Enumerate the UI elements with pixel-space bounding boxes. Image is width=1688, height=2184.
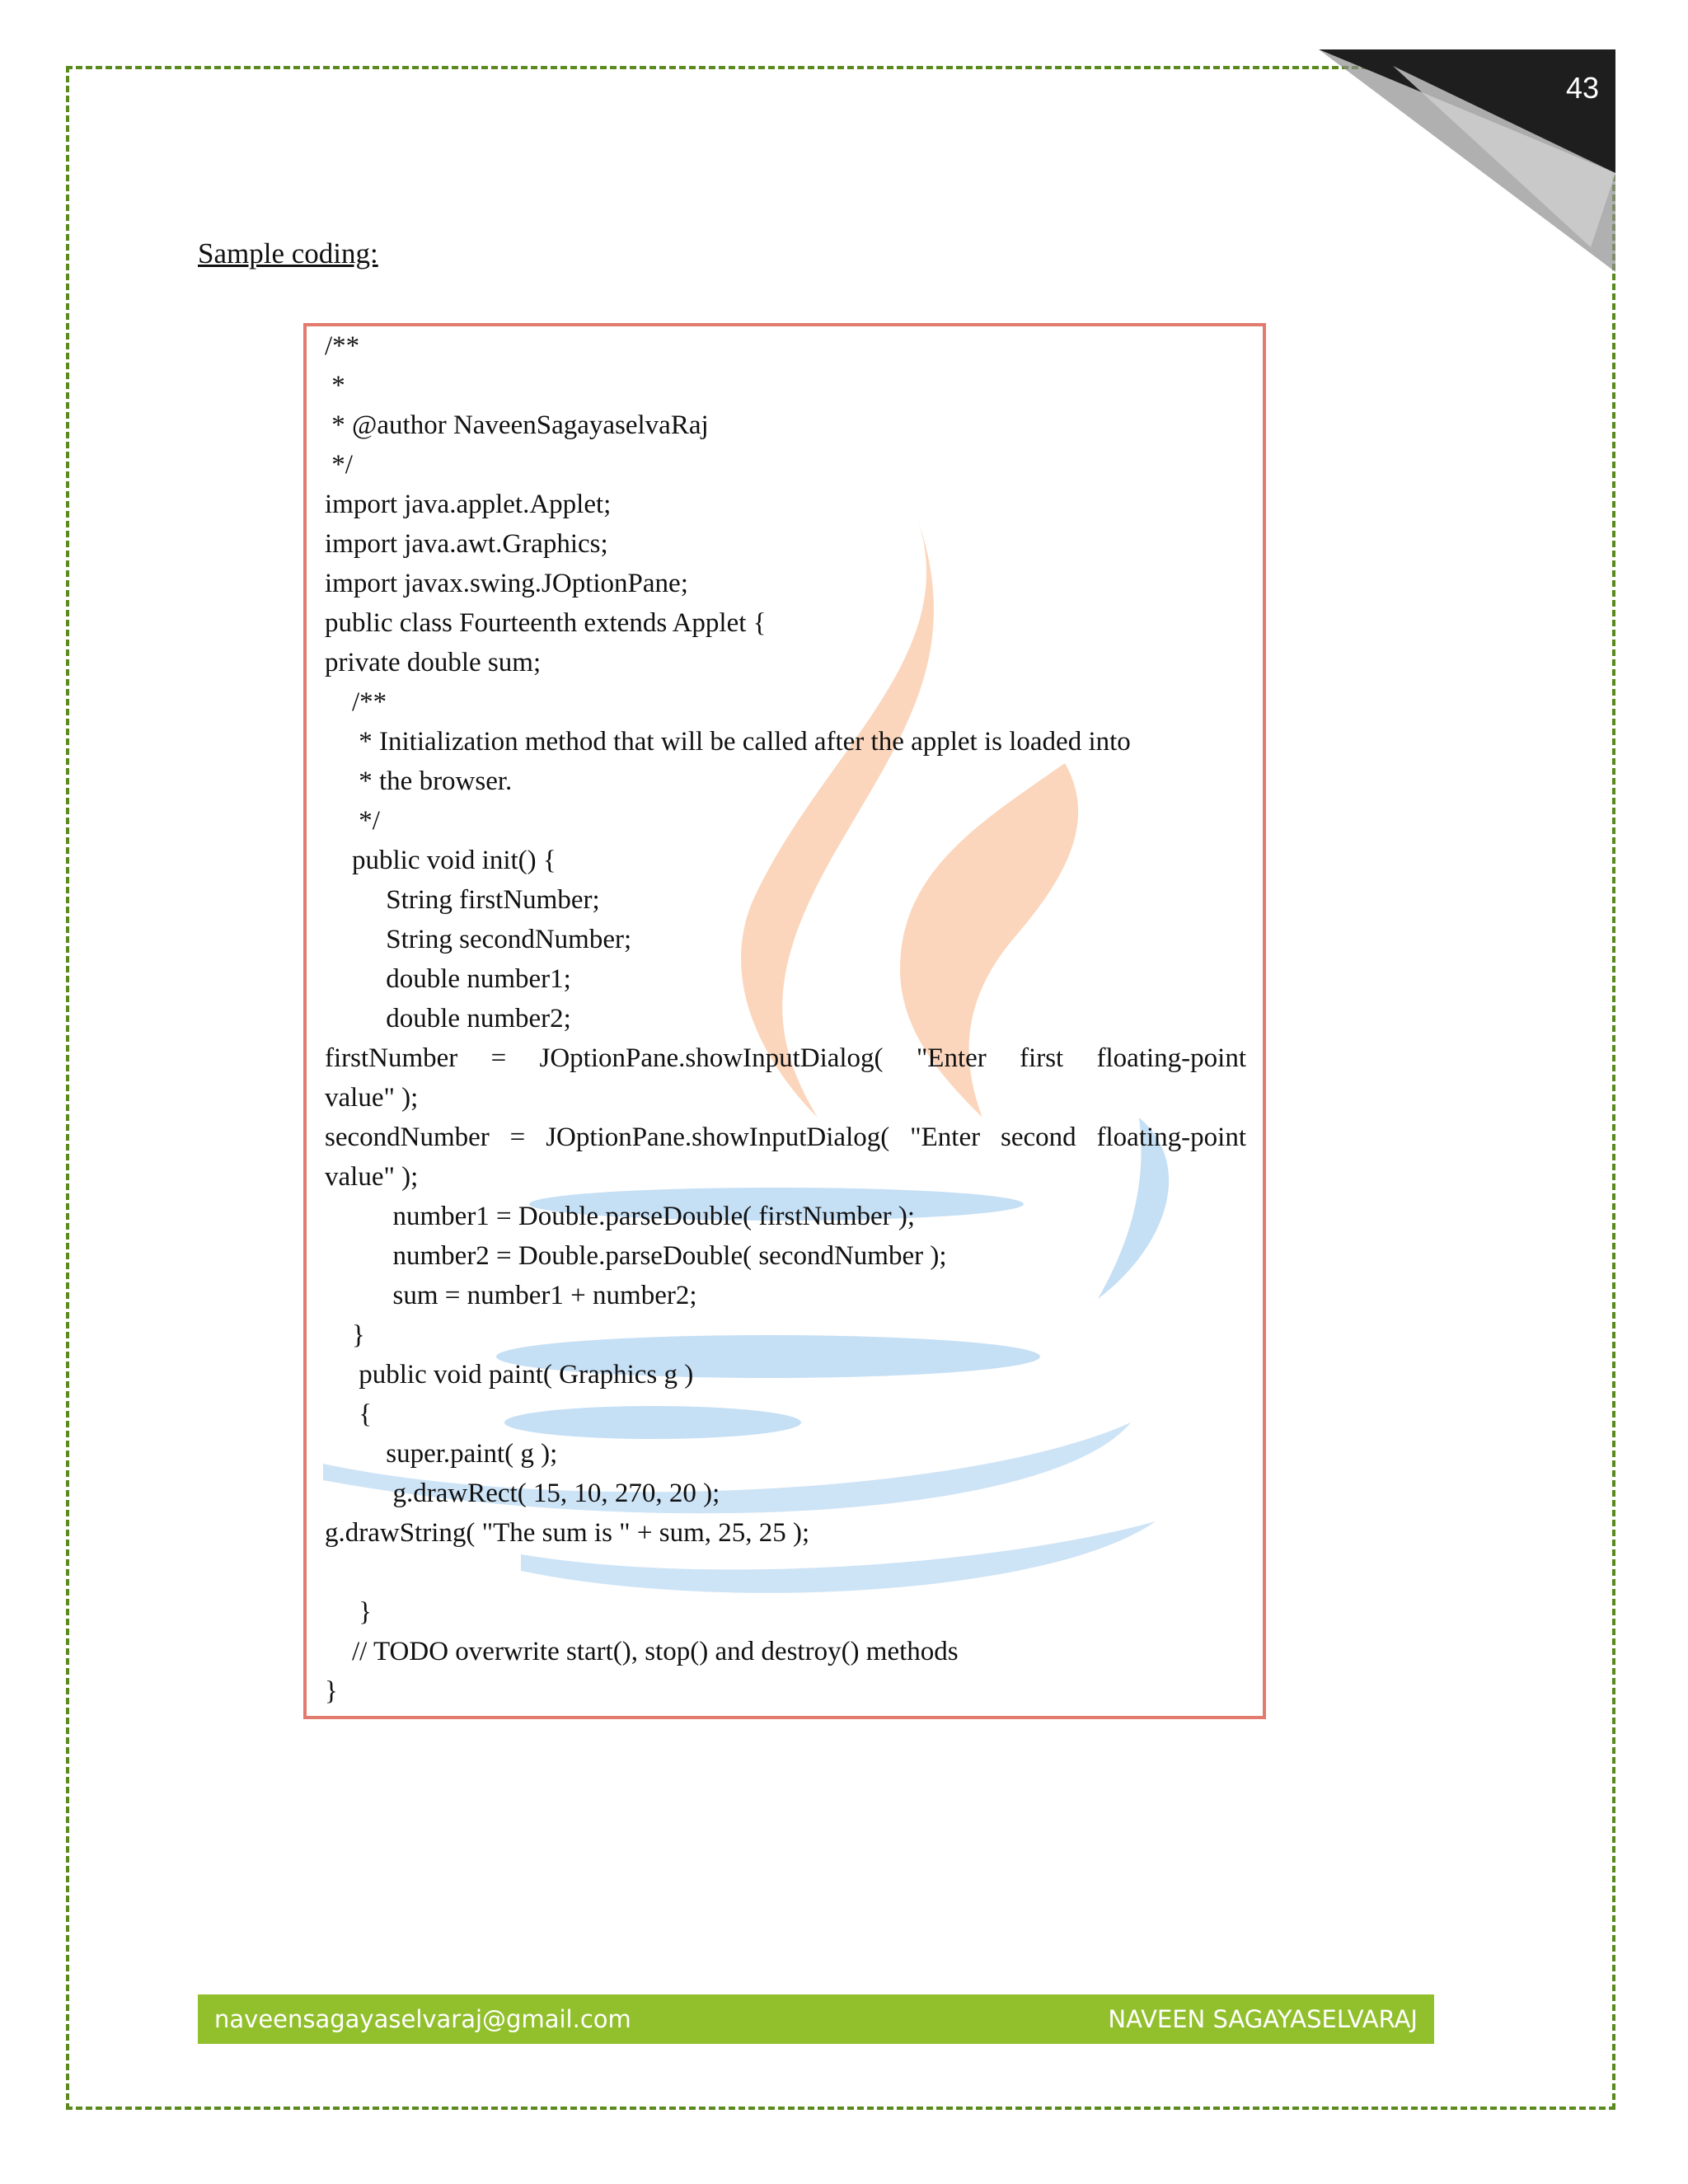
code-line: public void paint( Graphics g ) — [325, 1360, 694, 1390]
code-line: } — [325, 1320, 365, 1350]
code-line: double number2; — [325, 1004, 571, 1033]
code-line: g.drawString( "The sum is " + sum, 25, 25 ); — [325, 1518, 810, 1548]
code-line: import javax.swing.JOptionPane; — [325, 569, 688, 598]
code-line: sum = number1 + number2; — [325, 1281, 697, 1310]
code-line: /** — [325, 331, 360, 361]
footer-author: NAVEEN SAGAYASELVARAJ — [1108, 2005, 1418, 2033]
code-line: secondNumber = JOptionPane.showInputDialog( "Enter second floating-point — [325, 1122, 1246, 1152]
page-number: 43 — [1565, 71, 1600, 105]
code-line: String secondNumber; — [325, 925, 632, 954]
code-line: } — [325, 1676, 338, 1706]
code-line: import java.applet.Applet; — [325, 490, 612, 519]
code-line: value" ); — [325, 1083, 419, 1113]
code-line: number2 = Double.parseDouble( secondNumber ); — [325, 1241, 947, 1271]
code-line: super.paint( g ); — [325, 1439, 558, 1469]
code-line: import java.awt.Graphics; — [325, 529, 608, 559]
code-line: */ — [325, 450, 353, 480]
code-line: * the browser. — [325, 766, 513, 796]
code-line: } — [325, 1597, 373, 1627]
code-line: double number1; — [325, 964, 571, 994]
code-listing — [325, 326, 1246, 1711]
code-line: * — [325, 371, 345, 401]
code-line: // TODO overwrite start(), stop() and destroy() methods — [325, 1637, 959, 1666]
code-line: firstNumber = JOptionPane.showInputDialog( "Enter first floating-point — [325, 1043, 1246, 1073]
code-box — [303, 323, 1266, 1719]
code-line: number1 = Double.parseDouble( firstNumber ); — [325, 1202, 916, 1231]
code-line: * @author NaveenSagayaselvaRaj — [325, 410, 709, 440]
code-line: private double sum; — [325, 648, 542, 677]
code-line: g.drawRect( 15, 10, 270, 20 ); — [325, 1479, 720, 1508]
footer-bar — [198, 1994, 1434, 2044]
code-line — [325, 1553, 1246, 1592]
code-line: public void init() { — [325, 846, 556, 875]
footer-email: naveensagayaselvaraj@gmail.com — [214, 2005, 631, 2033]
code-line: public class Fourteenth extends Applet { — [325, 608, 767, 638]
code-line: value" ); — [325, 1162, 419, 1192]
code-line: /** — [325, 687, 387, 717]
code-line: */ — [325, 806, 380, 836]
code-line: * Initialization method that will be called after the applet is loaded into — [325, 727, 1131, 757]
code-line: String firstNumber; — [325, 885, 600, 915]
code-line: { — [325, 1399, 373, 1429]
section-heading: Sample coding: — [198, 237, 378, 269]
